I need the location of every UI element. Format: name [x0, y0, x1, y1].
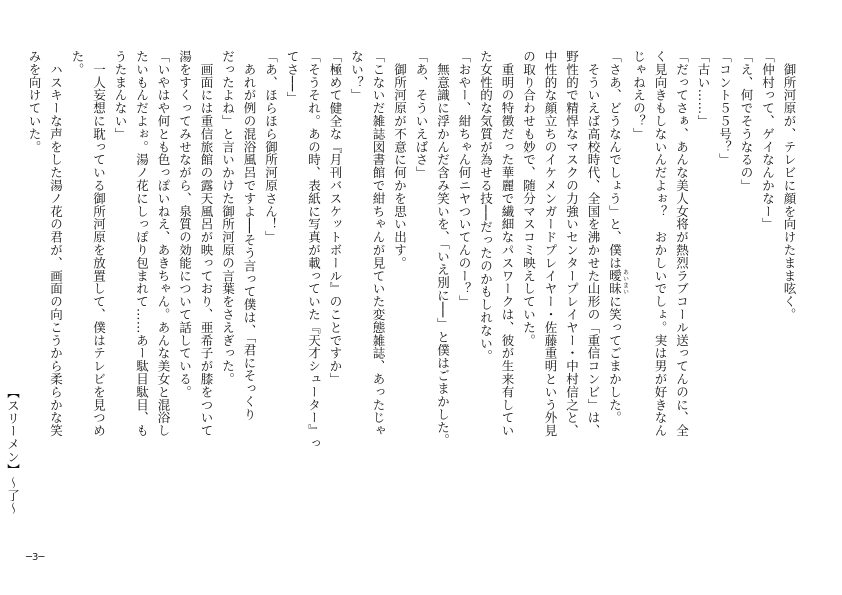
text-line: たいもんだよぉ。湯ノ花にしっぽり包まれて……あー駄目駄目、も: [134, 50, 150, 437]
text-line: 「コント５５号？」: [717, 50, 733, 167]
text-line: 「あ、そういえばさ」: [414, 50, 429, 179]
text-line: 「仲村って、ゲイなんかなー」: [760, 50, 776, 231]
text-line: 「おやー、紺ちゃん何ニヤついてんのー？」: [457, 50, 472, 308]
text-line: 無意識に浮かんだ含み笑いを、「いえ別に──」と僕はごまかした。: [435, 50, 451, 447]
text-line: うたまんない」: [113, 50, 128, 141]
text-line: そういえば高校時代、全国を沸かせた山形の「重信コンビ」は、: [586, 50, 601, 437]
text-line: 「そうそれ。あの時、表紙に写真が載っていた『天才シューター』っ: [306, 50, 322, 450]
text-line: 画面には重信旅館の露天風呂が映っており、亜希子が膝をついて: [199, 50, 214, 437]
text-line: 御所河原が、テレビに顔を向けたまま呟く。: [782, 50, 797, 321]
ruby-word: 曖昧 あいまい: [607, 269, 629, 296]
story-ending-mark: 【スリーメン】～了～: [5, 386, 21, 515]
text-line: く見向きもしないんだよぉ？ おかしいでしょ。実は男が好きなん: [653, 50, 668, 437]
text-line: 湯をすくってみせながら、泉質の効能について話している。: [177, 50, 193, 399]
text-line: 一人妄想に耽っている御所河原を放置して、僕はテレビを見つめ: [91, 50, 107, 437]
text-line: 野性的で精悍なマスクの力強いセンタープレイヤー・中村信之と、: [564, 50, 580, 437]
text-line: ハスキーな声をした湯ノ花の君が、画面の向こうから柔らかな笑: [48, 50, 64, 437]
text-line: 御所河原が不意に何かを思い出す。: [392, 50, 408, 270]
text-line: 「え、何でそうなるの」: [739, 50, 754, 192]
text-line: た。: [70, 50, 85, 76]
text-line: 「極めて健全な『月刊バスケットボール』のことですか」: [328, 50, 343, 386]
vertical-text-body: [5, 50, 800, 528]
text-line: 「だってさぁ、あんな美人女将が熱烈ラブコール送ってんのに、全: [674, 50, 690, 437]
page-number: ─3─: [26, 552, 45, 563]
text-line: だったよね」と言いかけた御所河原の言葉をさえぎった。: [220, 50, 236, 386]
text-line: みを向けていた。: [27, 50, 42, 154]
text-line: 「さあ、どうなんでしょう」と、僕は曖昧 あいまいに笑ってごまかした。: [607, 50, 629, 425]
text-line: 「古い……」: [696, 50, 711, 128]
text-line: 「いやはや何とも色っぽいねえ、あきちゃん。あんな美女と混浴し: [156, 50, 171, 437]
text-line: てさ──」: [285, 50, 300, 105]
text-line: た女性的な気質が為せる技──だったのかもしれない。: [478, 50, 494, 363]
text-line: ない？」: [349, 50, 365, 102]
text-line: 重明の特徴だった華麗で繊細なパスワークは、彼が生来有してい: [500, 50, 515, 437]
text-line: 中性的な顔立ちのイケメンガードプレイヤー・佐藤重明という外見: [543, 50, 558, 437]
text-line: 「あ、ほらほら御所河原さん！」: [263, 50, 279, 244]
ruby-reading: あいまい: [621, 269, 629, 296]
text-line: 「こないだ雑誌図書館で紺ちゃんが見ていた変態雑誌、あったじゃ: [371, 50, 386, 437]
text-line: あれが例の混浴風呂ですよ──そう言って僕は、「君にそっくり: [242, 50, 257, 421]
text-line: の取り合わせも妙で、随分マスコミ映えしていた。: [521, 50, 537, 347]
text-line: じゃねえの？」: [631, 50, 647, 141]
